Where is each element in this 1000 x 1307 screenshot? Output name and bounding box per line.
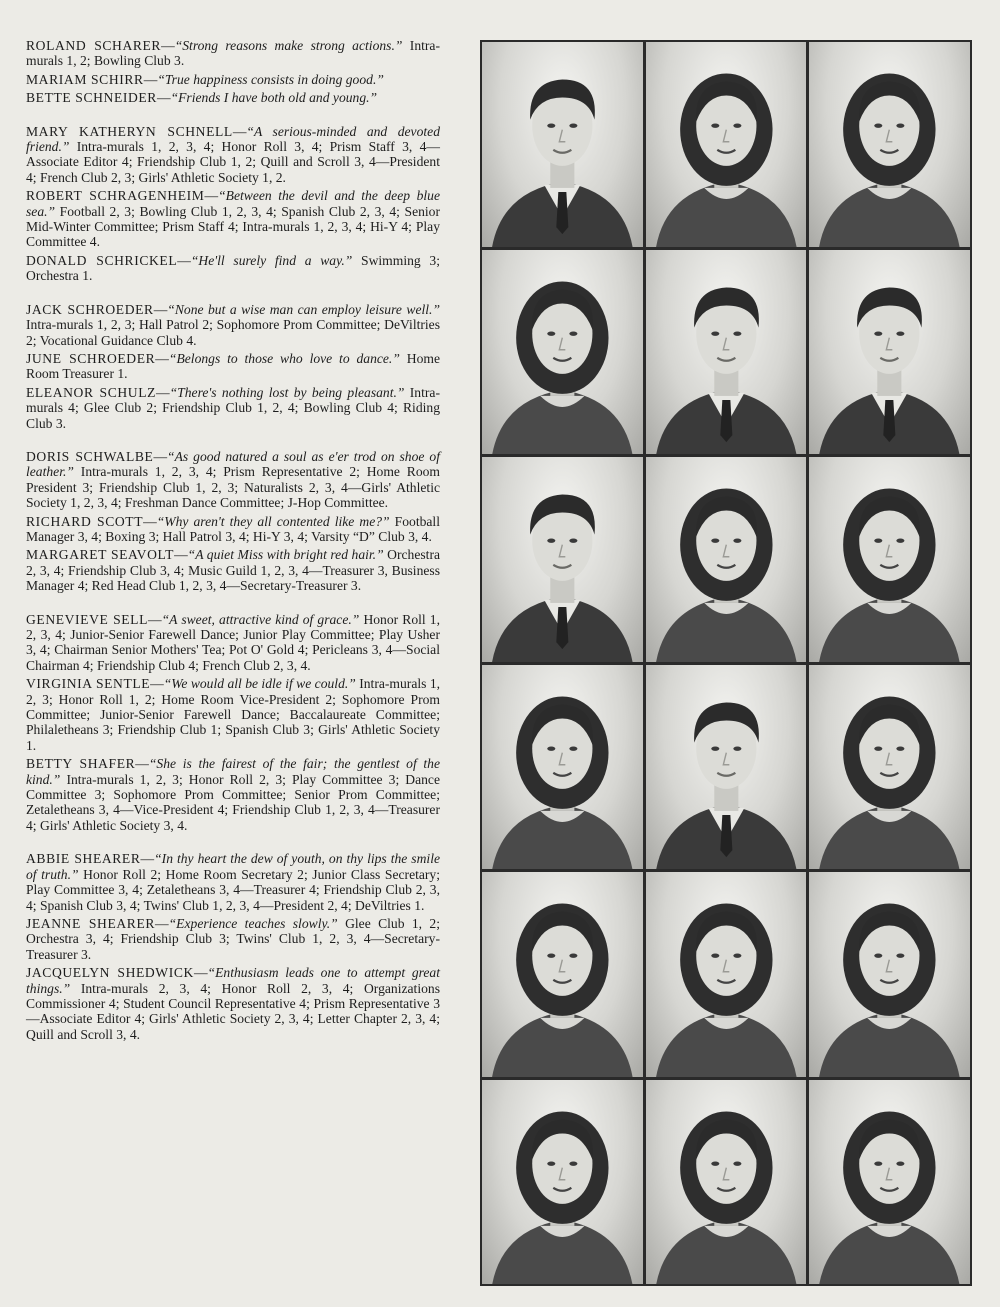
- student-activities: Glee Club 1, 2; Orchestra 3, 4; Friendship Club 3; Twins' Club 1, 2, 3, 4—Secretary-Treasurer 3.: [26, 915, 440, 962]
- portrait-photo: [646, 250, 807, 455]
- student-name: ROLAND SCHARER: [26, 38, 162, 53]
- portrait-photo: [482, 1080, 643, 1285]
- student-quote: “None but a wise man can employ leisure well.”: [167, 301, 440, 317]
- student-quote: “We would all be idle if we could.”: [163, 676, 356, 692]
- student-portrait: [809, 872, 970, 1077]
- student-portrait: [646, 1080, 807, 1285]
- student-quote: “A sweet, attractive kind of grace.”: [161, 611, 360, 627]
- student-entry: [26, 302, 440, 348]
- student-entry: [26, 124, 440, 186]
- name-dash: —: [174, 547, 188, 563]
- portrait-photo: [809, 42, 970, 247]
- portrait-photo: [482, 42, 643, 247]
- student-entry: [26, 851, 440, 913]
- name-dash: —: [204, 188, 219, 204]
- name-dash: —: [148, 611, 162, 627]
- student-entry: [26, 547, 440, 593]
- biography-group: [26, 124, 440, 284]
- student-quote: “Belongs to those who love to dance.”: [168, 350, 400, 366]
- student-quote: “She is the fairest of the fair; the gentlest of the kind.”: [26, 756, 440, 787]
- portrait-photo: [646, 1080, 807, 1285]
- student-name: GENEVIEVE SELL: [26, 611, 148, 627]
- portrait-photo: [646, 457, 807, 662]
- portrait-photo: [809, 1080, 970, 1285]
- name-dash: —: [155, 350, 169, 366]
- biography-column: [26, 38, 440, 1060]
- student-quote: “Experience teaches slowly.”: [168, 915, 338, 931]
- student-name: ELEANOR SCHULZ: [26, 384, 157, 400]
- name-dash: —: [161, 38, 175, 53]
- student-quote: “Friends I have both old and young.”: [170, 90, 378, 106]
- name-dash: —: [193, 965, 208, 981]
- student-portrait: [482, 1080, 643, 1285]
- student-name: JUNE SCHROEDER: [26, 350, 156, 366]
- student-entry: [26, 351, 440, 382]
- student-portrait: [809, 250, 970, 455]
- student-name: JACQUELYN SHEDWICK: [26, 965, 194, 981]
- student-quote: “Between the devil and the deep blue sea.”: [26, 188, 440, 219]
- student-entry: [26, 514, 440, 545]
- portrait-photo: [809, 250, 970, 455]
- portrait-photo: [482, 872, 643, 1077]
- student-entry: [26, 676, 440, 753]
- student-portrait: [482, 42, 643, 247]
- student-entry: [26, 38, 440, 69]
- student-entry: [26, 449, 440, 511]
- student-entry: [26, 965, 440, 1042]
- student-activities: Orchestra 2, 3, 4; Friendship Club 3, 4; Music Guild 1, 2, 3, 4—Treasurer 3, Business Manager 4; Red Head Club 1, 2, 3, 4—Secretary-Treasurer 3.: [26, 547, 441, 594]
- student-activities: Intra-murals 1, 2, 3; Hall Patrol 2; Sophomore Prom Committee; DeViltries 2; Vocational Guidance Club 4.: [26, 317, 440, 348]
- portrait-photo: [809, 872, 970, 1077]
- student-activities: Intra-murals 1, 2; Bowling Club 3.: [26, 38, 440, 69]
- student-name: DORIS SCHWALBE: [26, 448, 154, 464]
- student-entry: [26, 385, 440, 431]
- name-dash: —: [150, 676, 164, 692]
- student-activities: Home Room Treasurer 1.: [26, 350, 440, 382]
- portrait-photo: [482, 250, 643, 455]
- student-quote: “In thy heart the dew of youth, on thy lips the smile of truth.”: [26, 851, 441, 882]
- student-quote: “A quiet Miss with bright red hair.”: [187, 547, 384, 563]
- student-portrait: [482, 457, 643, 662]
- name-dash: —: [135, 756, 149, 772]
- student-portrait: [809, 42, 970, 247]
- portrait-photo: [809, 457, 970, 662]
- student-entry: [26, 756, 440, 833]
- portrait-photo: [646, 872, 807, 1077]
- name-dash: —: [143, 71, 158, 87]
- student-name: JACK SCHROEDER: [26, 301, 154, 317]
- student-activities: Football 2, 3; Bowling Club 1, 2, 3, 4; Spanish Club 2, 3, 4; Senior Mid-Winter Committee; Prism Staff 4; Intra-murals 1, 2, 3, 4; Hi-Y 4; Play Committee 4.: [26, 203, 441, 250]
- student-name: MARGARET SEAVOLT: [26, 547, 175, 563]
- student-name: DONALD SCHRICKEL: [26, 252, 178, 268]
- student-name: ABBIE SHEARER: [26, 851, 141, 867]
- name-dash: —: [143, 513, 157, 529]
- student-activities: Intra-murals 4; Glee Club 2; Friendship Club 1, 2, 4; Bowling Club 4; Riding Club 3.: [26, 384, 440, 431]
- student-entry: [26, 253, 440, 284]
- student-quote: “True happiness consists in doing good.”: [157, 71, 384, 87]
- student-entry: [26, 90, 440, 105]
- portrait-photo: [482, 665, 643, 870]
- student-portrait: [646, 872, 807, 1077]
- name-dash: —: [232, 123, 247, 139]
- student-portrait: [482, 665, 643, 870]
- student-activities: Intra-murals 1, 2, 3, 4; Honor Roll 3, 4; Prism Staff 3, 4—Associate Editor 4; Friendship Club 1, 2; Quill and Scroll 3, 4—President 4; French Club 2, 3; Girls' Athletic Society 1, 2.: [26, 139, 440, 185]
- portrait-photo: [646, 42, 807, 247]
- student-activities: Intra-murals 1, 2, 3, 4; Prism Representative 2; Home Room President 3; Friendship Club 1, 2, 3; Naturalists 2, 3, 4—Girls' Athletic Society 1, 2, 3, 4; Freshman Dance Committee; J-Hop Committee.: [26, 464, 440, 511]
- student-portrait: [482, 872, 643, 1077]
- student-activities: Intra-murals 2, 3, 4; Honor Roll 2, 3, 4; Organizations Commissioner 4; Student Council Representative 4; Prism Representative 3—Associate Editor 4; Girls' Athletic Society 2, 3, 4; Letter Chapter 2, 3, 4; Quill and Scroll 3, 4.: [26, 980, 440, 1042]
- student-portrait: [646, 665, 807, 870]
- student-quote: “Why aren't they all contented like me?”: [156, 513, 390, 529]
- name-dash: —: [153, 448, 168, 464]
- name-dash: —: [153, 301, 168, 317]
- student-name: MARIAM SCHIRR: [26, 71, 144, 87]
- student-activities: Honor Roll 2; Home Room Secretary 2; Junior Class Secretary; Play Committee 3, 4; Zetaletheans 3, 4—Treasurer 4; Friendship Club 2, 3, 4; Spanish Club 3, 4; Twins' Club 1, 2, 3, 4—President 2, 4; DeViltries 1.: [26, 866, 441, 913]
- student-portrait: [482, 250, 643, 455]
- student-quote: “There's nothing lost by being pleasant.”: [169, 384, 405, 400]
- student-name: JEANNE SHEARER: [26, 915, 156, 931]
- biography-group: [26, 851, 440, 1042]
- student-name: VIRGINIA SENTLE: [26, 676, 151, 692]
- student-entry: [26, 916, 440, 962]
- student-portrait: [646, 250, 807, 455]
- name-dash: —: [140, 851, 155, 867]
- student-activities: Football Manager 3, 4; Boxing 3; Hall Patrol 3, 4; Hi-Y 3, 4; Varsity “D” Club 3, 4.: [26, 513, 440, 544]
- student-name: BETTY SHAFER: [26, 756, 136, 772]
- student-entry: [26, 72, 440, 87]
- student-quote: “A serious-minded and devoted friend.”: [26, 123, 440, 155]
- student-quote: “Strong reasons make strong actions.”: [174, 38, 403, 53]
- student-name: BETTE SCHNEIDER: [26, 90, 157, 106]
- student-entry: [26, 612, 440, 674]
- student-name: ROBERT SCHRAGENHEIM: [26, 188, 205, 204]
- name-dash: —: [177, 252, 191, 268]
- student-activities: Intra-murals 1, 2, 3; Honor Roll 1, 2; Home Room Vice-President 2; Sophomore Prom Committee; Junior-Senior Farewell Dance; Baccalaureate Committee; Philaletheans 3; Friendship Club 1; Spanish Club 3; Girls' Athletic Society 1.: [26, 676, 441, 753]
- name-dash: —: [156, 384, 170, 400]
- student-portrait: [809, 665, 970, 870]
- portrait-photo: [809, 665, 970, 870]
- student-portrait: [646, 457, 807, 662]
- student-portrait: [809, 457, 970, 662]
- student-quote: “As good natured a soul as e'er trod on shoe of leather.”: [26, 448, 440, 480]
- student-quote: “He'll surely find a way.”: [190, 252, 353, 268]
- name-dash: —: [156, 90, 171, 106]
- student-portrait: [646, 42, 807, 247]
- biography-group: [26, 612, 440, 834]
- student-activities: Intra-murals 1, 2, 3; Honor Roll 2, 3; Play Committee 3; Dance Committee 3; Sophomore Prom Committee; Senior Prom Committee; Zetaletheans 3, 4—Vice-President 4; Friendship Club 1, 2, 3, 4—Treasurer 4; Girls' Athletic Society 3, 4.: [26, 771, 440, 833]
- biography-group: [26, 38, 440, 106]
- student-activities: Swimming 3; Orchestra 1.: [26, 252, 440, 284]
- portrait-photo: [482, 457, 643, 662]
- student-quote: “Enthusiasm leads one to attempt great things.”: [26, 965, 441, 996]
- name-dash: —: [155, 915, 169, 931]
- portrait-photo: [646, 665, 807, 870]
- student-name: RICHARD SCOTT: [26, 513, 144, 529]
- biography-group: [26, 302, 440, 431]
- student-portrait: [809, 1080, 970, 1285]
- student-activities: Honor Roll 1, 2, 3, 4; Junior-Senior Farewell Dance; Junior Play Committee; Play Usher 3, 4; Chairman Senior Mothers' Tea; Pot O' Gold 4; Pericleans 3, 4—Social Chairman 4; Friendship Club 4; French Club 2, 3, 4.: [26, 611, 440, 673]
- portrait-grid: [480, 40, 972, 1286]
- student-entry: [26, 188, 440, 250]
- student-name: MARY KATHERYN SCHNELL: [26, 123, 233, 139]
- biography-group: [26, 449, 440, 594]
